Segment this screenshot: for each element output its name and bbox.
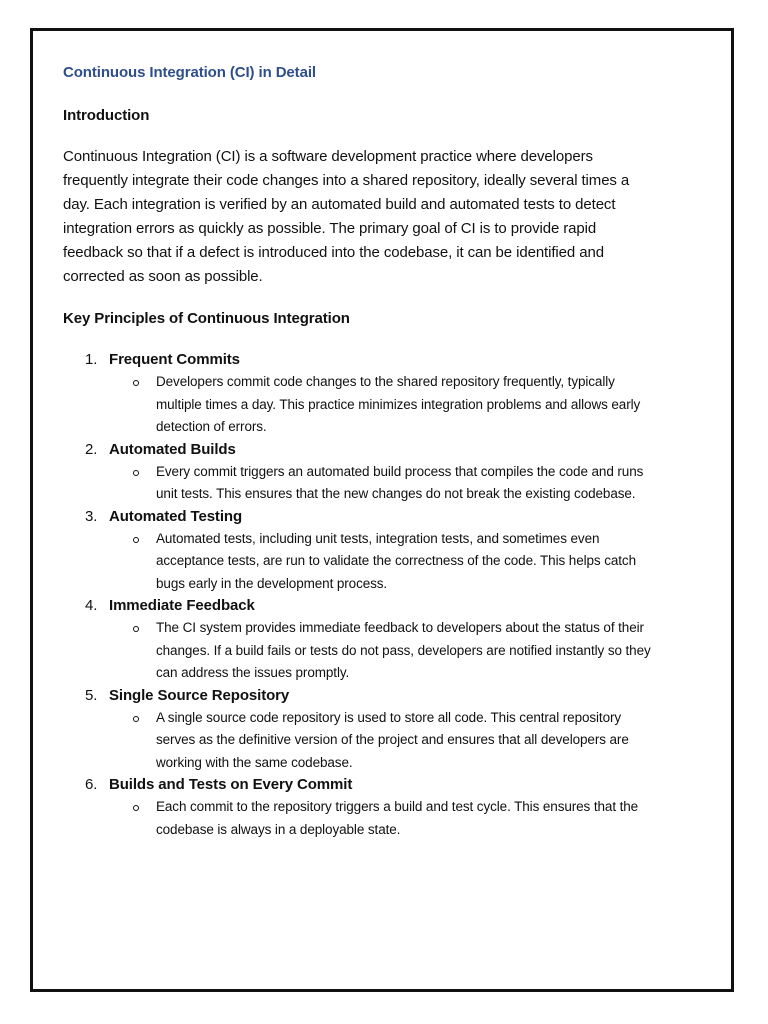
principle-detail bbox=[63, 617, 653, 685]
principle-title: Single Source Repository bbox=[109, 686, 290, 704]
principle-number: 3. bbox=[85, 507, 98, 525]
principle-title-row bbox=[63, 506, 653, 528]
principle-detail-text: Each commit to the repository triggers a build and test cycle. This ensures that the codebase is always in a deployable state. bbox=[156, 799, 639, 837]
introduction-paragraph: Continuous Integration (CI) is a software development practice where developers frequently integrate their code changes into a shared repository, ideally several times a day. Each integration is verified by an automated build and automated tests to detect integration errors as quickly as possible. The primary goal of CI is to provide rapid feedback so that if a defect is introduced into the codebase, it can be identified and corrected as soon as possible. bbox=[63, 148, 630, 285]
principle-title: Automated Builds bbox=[109, 440, 236, 458]
principle-detail bbox=[63, 461, 653, 506]
principle-title-row bbox=[63, 439, 653, 461]
hollow-bullet-icon bbox=[133, 380, 139, 386]
principle-title: Builds and Tests on Every Commit bbox=[109, 776, 353, 793]
principle-title-row bbox=[63, 774, 653, 796]
principle-detail-text: Developers commit code changes to the shared repository frequently, typically multiple times a day. This practice minimizes integration problems and allows early detection of errors. bbox=[156, 374, 641, 434]
principle-item bbox=[63, 595, 653, 685]
principle-item bbox=[63, 506, 653, 596]
principle-item bbox=[63, 439, 653, 506]
principles-heading: Key Principles of Continuous Integration bbox=[63, 310, 350, 327]
principle-detail-text: A single source code repository is used to store all code. This central repository serves as the definitive version of the project and ensures that all developers are working with the same codebase. bbox=[156, 709, 629, 770]
principle-detail-text: Automated tests, including unit tests, integration tests, and sometimes even acceptance tests, are run to validate the correctness of the code. This helps catch bugs early in the development process. bbox=[156, 530, 636, 591]
principles-list bbox=[63, 349, 653, 841]
principle-title-row bbox=[63, 685, 653, 707]
document-title: Continuous Integration (CI) in Detail bbox=[63, 64, 316, 81]
principle-title: Frequent Commits bbox=[109, 351, 240, 368]
introduction-heading: Introduction bbox=[63, 107, 150, 124]
principle-title-row bbox=[63, 349, 653, 371]
principle-detail bbox=[63, 796, 653, 841]
principle-title: Automated Testing bbox=[109, 507, 243, 525]
principle-item bbox=[63, 774, 653, 841]
hollow-bullet-icon bbox=[133, 626, 139, 632]
hollow-bullet-icon bbox=[133, 470, 139, 476]
hollow-bullet-icon bbox=[133, 537, 139, 543]
document-body bbox=[63, 62, 653, 841]
principle-item bbox=[63, 349, 653, 439]
principle-item bbox=[63, 685, 653, 775]
principle-detail-text: The CI system provides immediate feedback to developers about the status of their changes. If a build fails or tests do not pass, developers are notified instantly so they can address the issues promptly. bbox=[156, 620, 651, 680]
principle-detail bbox=[63, 371, 653, 439]
principle-number: 5. bbox=[85, 686, 98, 704]
principle-title-row bbox=[63, 595, 653, 617]
principle-number: 1. bbox=[85, 351, 98, 368]
hollow-bullet-icon bbox=[133, 716, 139, 722]
principle-number: 2. bbox=[85, 440, 98, 458]
principle-detail bbox=[63, 528, 653, 596]
principle-number: 6. bbox=[85, 776, 98, 793]
principle-detail bbox=[63, 707, 653, 775]
principle-title: Immediate Feedback bbox=[109, 597, 255, 614]
principle-number: 4. bbox=[85, 597, 98, 614]
principle-detail-text: Every commit triggers an automated build process that compiles the code and runs unit tests. This ensures that the new changes do not break the existing codebase. bbox=[156, 463, 644, 501]
hollow-bullet-icon bbox=[133, 805, 139, 811]
